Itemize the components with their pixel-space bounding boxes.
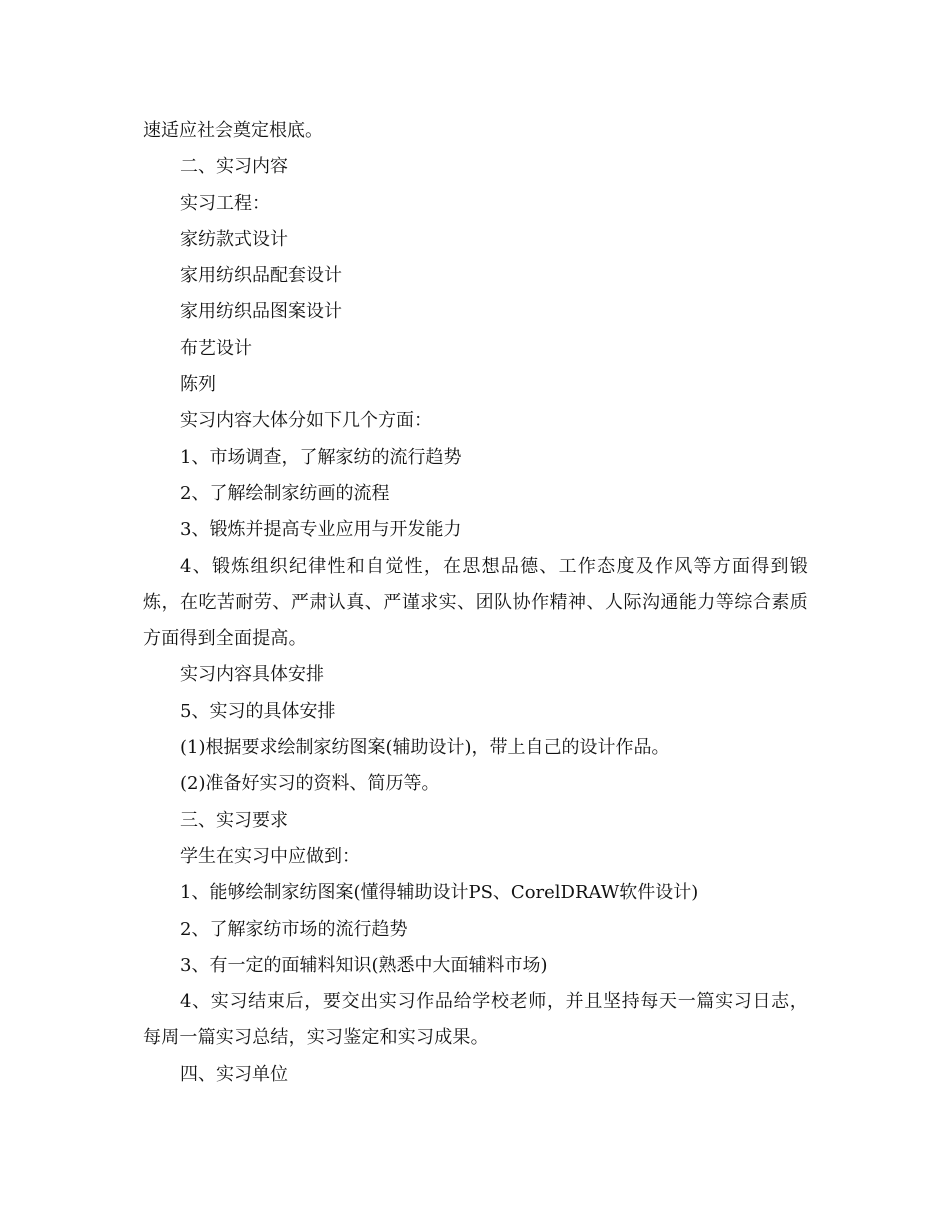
paragraph: 实习内容大体分如下几个方面： — [180, 410, 432, 432]
list-item: 5、实习的具体安排 — [180, 700, 336, 722]
list-item: 布艺设计 — [180, 337, 252, 359]
paragraph-continuation: 速适应社会奠定根底。 — [143, 120, 323, 141]
paragraph: 学生在实习中应做到： — [180, 845, 360, 867]
section-heading-internship-requirements: 三、实习要求 — [180, 809, 288, 831]
list-item: 1、市场调查，了解家纺的流行趋势 — [180, 446, 462, 468]
list-item-long: 4、锻炼组织纪律性和自觉性，在思想品德、工作态度及作风等方面得到锻炼，在吃苦耐劳、严肃认真、严谨求实、团队协作精神、人际沟通能力等综合素质方面得到全面提高。 — [143, 555, 808, 650]
document-page — [143, 113, 808, 1093]
paragraph: 实习内容具体安排 — [180, 664, 324, 686]
list-item: 2、了解绘制家纺画的流程 — [180, 482, 390, 504]
section-heading-internship-content: 二、实习内容 — [180, 156, 288, 178]
list-item: 家用纺织品图案设计 — [180, 301, 342, 323]
list-item-long: 4、实习结束后，要交出实习作品给学校老师，并且坚持每天一篇实习日志，每周一篇实习总结，实习鉴定和实习成果。 — [143, 991, 808, 1049]
list-item: 3、有一定的面辅料知识(熟悉中大面辅料市场) — [180, 954, 548, 976]
list-item: 家用纺织品配套设计 — [180, 265, 342, 287]
list-item: 陈列 — [180, 374, 216, 396]
sub-list-item: (1)根据要求绘制家纺图案(辅助设计)，带上自己的设计作品。 — [180, 737, 670, 759]
list-item: 1、能够绘制家纺图案(懂得辅助设计PS、CorelDRAW软件设计) — [180, 882, 699, 904]
sub-list-item: (2)准备好实习的资料、简历等。 — [180, 773, 440, 795]
list-item: 2、了解家纺市场的流行趋势 — [180, 918, 408, 940]
section-heading-internship-unit: 四、实习单位 — [180, 1063, 288, 1085]
list-item: 3、锻炼并提高专业应用与开发能力 — [180, 519, 462, 541]
paragraph: 实习工程： — [180, 192, 270, 214]
list-item: 家纺款式设计 — [180, 228, 288, 250]
